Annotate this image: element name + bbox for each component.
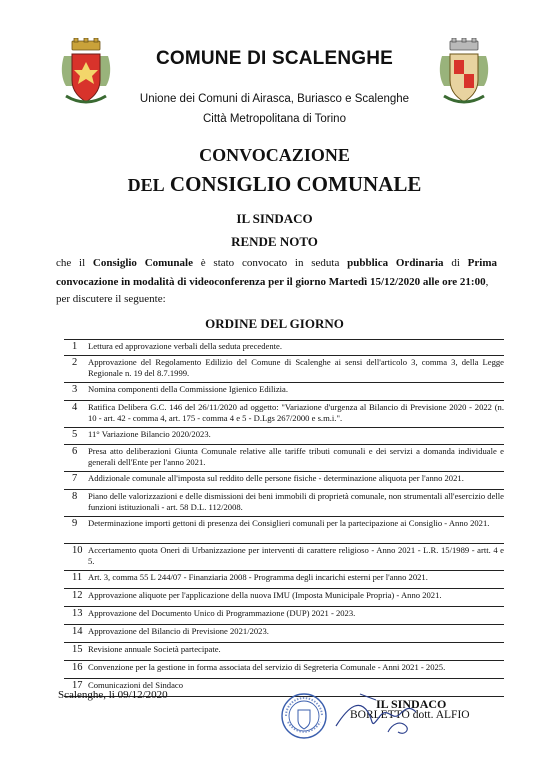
agenda-item: [64, 643, 504, 660]
para-t5: di: [443, 257, 468, 269]
agenda-item-text: Approvazione del Documento Unico di Programmazione (DUP) 2021 - 2023.: [88, 608, 356, 618]
agenda-item: [64, 661, 504, 678]
agenda-item: [64, 383, 504, 400]
del-prefix: DEL: [127, 175, 165, 195]
agenda-item: [64, 607, 504, 624]
agenda-item: [64, 625, 504, 642]
para-t6: Prima convocazione in modalità di videoconferenza per il giorno Martedì 15/12/2020 alle ore 21:00: [56, 257, 497, 288]
il-sindaco-heading: IL SINDACO: [236, 211, 313, 226]
union-subtitle: Unione dei Comuni di Airasca, Buriasco e Scalenghe: [139, 93, 410, 105]
agenda-item: [64, 589, 504, 606]
agenda-item-number: 12: [72, 590, 83, 601]
agenda-item-text: Lettura ed approvazione verbali della seduta precedente.: [88, 341, 282, 351]
metro-city-subtitle: Città Metropolitana di Torino: [203, 113, 346, 125]
para-t1: che il: [56, 257, 93, 269]
agenda-item-number: 11: [72, 572, 83, 583]
agenda-item-text: Approvazione del Bilancio di Previsione 2021/2023.: [88, 626, 269, 636]
agenda-item-number: 13: [72, 608, 83, 619]
agenda-item-number: 6: [72, 446, 78, 457]
agenda-item-text: Approvazione aliquote per l'applicazione della nuova IMU (Imposta Municipale Propria) - Anno 2021.: [88, 590, 442, 600]
municipal-stamp-icon: [280, 692, 328, 740]
discussion-intro: per discutere il seguente:: [56, 293, 166, 305]
agenda-item-number: 3: [72, 384, 78, 395]
agenda-item-text: Nomina componenti della Commissione Igienico Edilizia.: [88, 384, 289, 394]
signature-title: IL SINDACO: [376, 697, 447, 711]
rende-noto-heading: RENDE NOTO: [231, 234, 318, 249]
agenda-item-text: Determinazione importi gettoni di presenza dei Consiglieri comunali per la partecipazione ai Consiglio - Anno 2021.: [88, 518, 490, 528]
agenda-item: [64, 571, 504, 588]
agenda-item-text: Approvazione del Regolamento Edilizio del Comune di Scalenghe ai sensi dell'articolo 3, comma 3, della Legge Regionale n. 19 del 8.7.1999.: [88, 357, 504, 378]
agenda-item-text: Convenzione per la gestione in forma associata del servizio di Segreteria Comunale - Anni 2021 - 2025.: [88, 662, 446, 672]
agenda-item-text: Piano delle valorizzazioni e delle dismissioni dei beni immobili di proprietà comunale, non strumentali all'esercizio delle funzioni istituzionali - art. 58 D.L. 112/2008.: [88, 491, 504, 512]
agenda-item-text: Addizionale comunale all'imposta sul reddito delle persone fisiche - determinazione aliquota per l'anno 2021.: [88, 473, 464, 483]
agenda-item: [64, 544, 504, 570]
agenda-item-number: 8: [72, 491, 78, 502]
agenda-item-number: 10: [72, 545, 83, 556]
signature-name: BORLETTO dott. ALFIO: [350, 709, 470, 721]
agenda-item-text: 11° Variazione Bilancio 2020/2023.: [88, 429, 211, 439]
agenda-item-text: Art. 3, comma 55 L 244/07 - Finanziaria 2008 - Programma degli incarichi esterni per l'anno 2021.: [88, 572, 428, 582]
para-t7: ,: [485, 276, 489, 288]
para-t3: è stato convocato in seduta: [192, 257, 348, 269]
agenda-item-text: Revisione annuale Società partecipate.: [88, 644, 221, 654]
announcement-paragraph: [56, 254, 497, 292]
agenda-item-number: 5: [72, 429, 78, 440]
agenda-item-number: 7: [72, 473, 78, 484]
agenda-item: [64, 428, 504, 444]
municipality-title: COMUNE DI SCALENGHE: [155, 48, 394, 69]
agenda-item-text: Accertamento quota Oneri di Urbanizzazione per interventi di carattere religioso - Anno 2021 - L.R. 15/1989 - artt. 4 e 5.: [88, 545, 504, 566]
agenda-item: [64, 490, 504, 516]
agenda-item-number: 15: [72, 644, 83, 655]
agenda-item-text: Presa atto deliberazioni Giunta Comunale relative alle tariffe tributi comunali e dei servizi a domanda individuale e generali dell'Ente per l'anno 2021.: [88, 446, 504, 467]
agenda-item-number: 17: [72, 680, 83, 691]
agenda-item-number: 9: [72, 518, 78, 529]
handwritten-signature-icon: [330, 686, 440, 742]
agenda-item-number: 16: [72, 662, 83, 673]
agenda-item-number: 2: [72, 357, 78, 368]
agenda-item: [64, 340, 504, 355]
agenda-item-text: Ratifica Delibera G.C. 146 del 26/11/2020 ad oggetto: "Variazione d'urgenza al Bilancio di Previsione 2020 - 2022 (n. 10 - art. 42 - comma 4, art. 175 - comma 4 e 5 - D.Lgs 267/2000 e s.m.i.".: [88, 402, 504, 423]
agenda-item-text: Comunicazioni del Sindaco: [88, 680, 183, 690]
agenda-item: [64, 445, 504, 471]
agenda-item-number: 14: [72, 626, 83, 637]
agenda-item: [64, 401, 504, 427]
agenda-item-number: 1: [72, 341, 78, 352]
convocazione-heading: CONVOCAZIONE: [199, 145, 350, 165]
agenda-title: ORDINE DEL GIORNO: [205, 316, 344, 331]
para-t4: pubblica Ordinaria: [347, 257, 444, 269]
agenda-item: [64, 472, 504, 489]
consiglio-title: CONSIGLIO COMUNALE: [169, 172, 422, 196]
agenda-item-number: 4: [72, 402, 78, 413]
para-t2: Consiglio Comunale: [92, 257, 193, 269]
agenda-list: [64, 339, 504, 697]
consiglio-heading: [0, 172, 549, 197]
agenda-item: [64, 356, 504, 382]
agenda-item: [64, 517, 504, 543]
place-date: Scalenghe, li 09/12/2020: [58, 689, 168, 701]
